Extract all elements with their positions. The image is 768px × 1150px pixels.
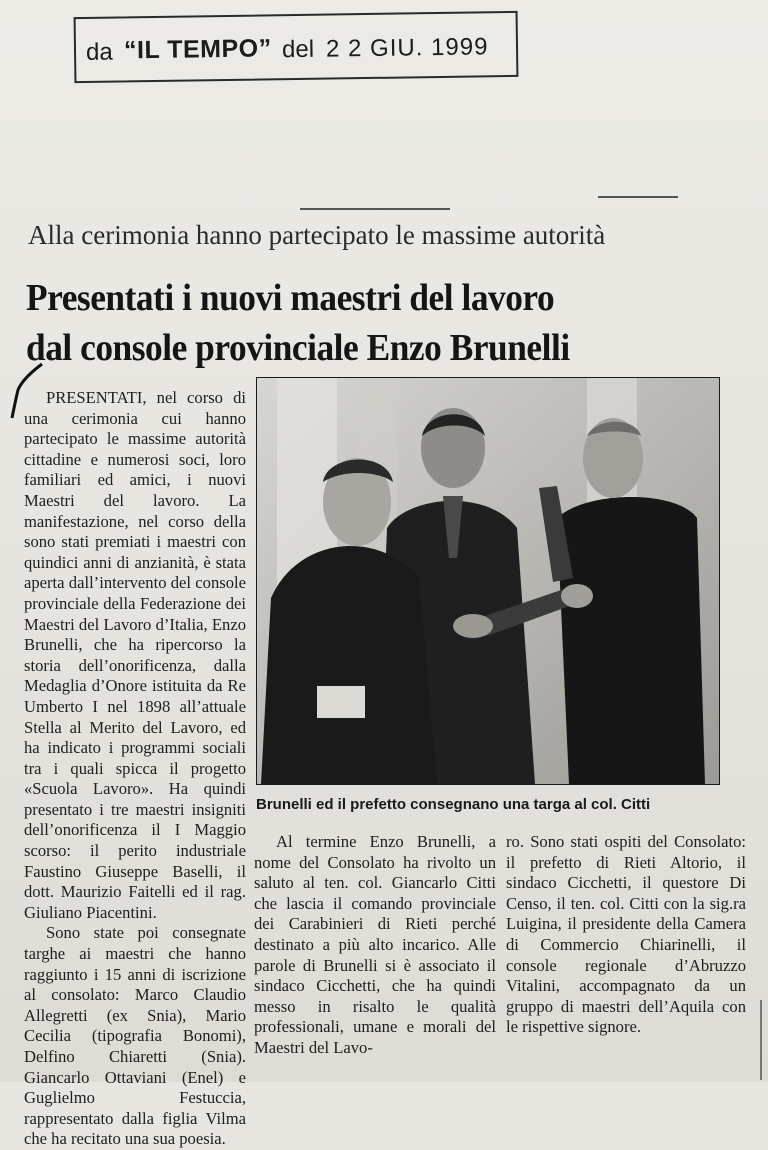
ceremony-photo-image [257,378,719,784]
divider-rule [598,196,678,198]
headline-line-2: dal console provinciale Enzo Brunelli [26,327,570,369]
stamp-date: 2 2 GIU. 1999 [325,33,489,63]
article-column-1 [24,388,246,1150]
stamp-suffix: del [281,35,315,64]
divider-rule [300,208,450,210]
stamp-prefix: da [85,38,113,66]
paragraph: Sono state poi consegnate targhe ai maestri che hanno raggiunto i 15 anni di iscrizione al consolato: Marco Claudio Allegretti (ex Snia), Mario Cecilia (tipografia Bonomi), Delfino Chiaretti (Snia). Giancarlo Ottaviani (Enel) e Guglielmo Festuccia, rappresentato dalla figlia Vilma che ha recitato una sua poesia. [24,923,246,1149]
article-column-3 [506,832,746,1038]
lead-word: PRESENTATI, [46,388,147,407]
paragraph [24,388,246,923]
page-edge-mark [760,1000,762,1080]
headline-line-1: Presentati i nuovi maestri del lavoro [26,277,555,319]
paragraph: Al termine Enzo Brunelli, a nome del Consolato ha rivolto un saluto al ten. col. Giancarlo Citti che lascia il comando provinciale dei Carabinieri di Rieti perché destinato a più alto incarico. Alle parole di Brunelli si è associato il sindaco Cicchetti, che ha quindi messo in risalto le qualità professionali, umane e morali del Maestri del Lavo- [254,832,496,1057]
paragraph-text: nel corso di una cerimonia cui hanno partecipato le massime autorità cittadine e numerosi soci, loro familiari ed amici, i nuovi Maestri del lavoro. La manifestazione, nel corso della sono stati premiati i maestri con quindici anni di anzianità, è stata aperta dall’intervento del console provinciale della Federazione dei Maestri del Lavoro d’Italia, Enzo Brunelli, che ha ripercorso la storia dell’onorificenza, dalla Medaglia d’Onore istituita da Re Umberto I nel 1898 all’attuale Stella al Merito del Lavoro, ed ha indicato i programmi sociali tra i quali spicca il progetto «Scuola Lavoro». Ha quindi presentato i tre maestri insigniti dell’onorificenza il I Maggio scorso: il perito industriale Faustino Giuseppe Baselli, il dott. Maurizio Faitelli ed il rag. Giuliano Piacentini. [24,388,246,922]
article-column-2 [254,832,496,1059]
news-photo [256,377,720,785]
photo-caption: Brunelli ed il prefetto consegnano una targa al col. Citti [256,796,651,813]
paragraph: ro. Sono stati ospiti del Consolato: il prefetto di Rieti Altorio, il sindaco Cicchetti, il questore Di Censo, il ten. col. Citti con la sig.ra Luigina, il presidente della Camera di Commercio Chiarinelli, il console regionale d’Abruzzo Vitalini, accompagnato da un gruppo di maestri dell’Aquila con le rispettive signore. [506,832,746,1037]
source-stamp [74,11,519,83]
article-kicker: Alla cerimonia hanno partecipato le massime autorità [28,220,606,250]
stamp-newspaper-name: “IL TEMPO” [123,34,272,65]
